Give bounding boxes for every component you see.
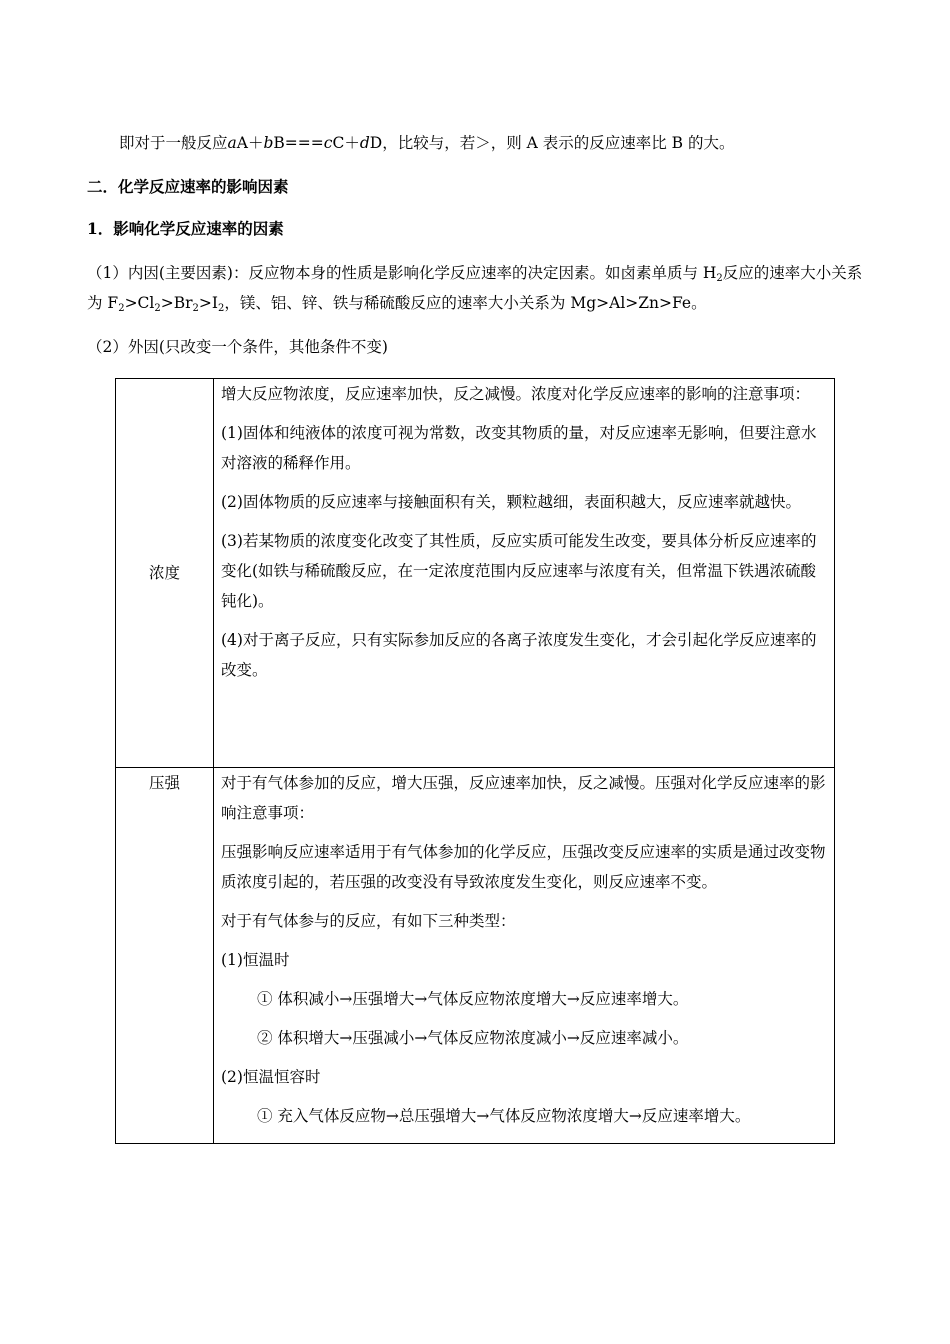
species-d: D bbox=[369, 134, 383, 152]
pressure-type-2-case-1: ① 充入气体反应物→总压强增大→气体反应物浓度增大→反应速率增大。 bbox=[257, 1107, 751, 1125]
f2-subscript: 2 bbox=[118, 303, 125, 314]
concentration-note-4: (4)对于离子反应，只有实际参加反应的各离子浓度发生变化，才会引起化学反应速率的改变。 bbox=[221, 631, 817, 679]
pressure-explanation: 压强影响反应速率适用于有气体参加的化学反应，压强改变反应速率的实质是通过改变物质浓度引起的，若压强的改变没有导致浓度发生变化，则反应速率不变。 bbox=[221, 843, 826, 891]
pressure-type-2: (2)恒温恒容时 bbox=[221, 1068, 321, 1086]
section-heading: 二．化学反应速率的影响因素 bbox=[87, 177, 289, 196]
species-b: B=== bbox=[273, 134, 324, 152]
concentration-intro: 增大反应物浓度，反应速率加快，反之减慢。浓度对化学反应速率的影响的注意事项： bbox=[221, 385, 811, 403]
coef-b: b bbox=[263, 134, 274, 152]
pressure-type-1-case-1: ① 体积减小→压强增大→气体反应物浓度增大→反应速率增大。 bbox=[257, 990, 689, 1008]
internal-text-2: 反应的速率大小关系为 F bbox=[87, 264, 863, 312]
concentration-note-3: (3)若某物质的浓度变化改变了其性质，反应实质可能发生改变，要具体分析反应速率的变化(如铁与稀硫酸反应，在一定浓度范围内反应速率与浓度有关，但常温下铁遇浓硫酸钝化)。 bbox=[221, 532, 817, 610]
h2-subscript: 2 bbox=[716, 273, 723, 284]
factor-table bbox=[115, 378, 835, 1144]
internal-text-6: ，镁、铝、锌、铁与稀硫酸反应的速率大小关系为 Mg>Al>Zn>Fe。 bbox=[224, 294, 707, 312]
internal-text-1: （1）内因(主要因素)：反应物本身的性质是影响化学反应速率的决定因素。如卤素单质与 H bbox=[87, 264, 717, 282]
coef-d: d bbox=[359, 134, 370, 152]
table-row bbox=[116, 379, 835, 768]
intro-suffix: ，比较与，若＞，则 A 表示的反应速率比 B 的大。 bbox=[382, 134, 735, 152]
concentration-note-2: (2)固体物质的反应速率与接触面积有关，颗粒越细，表面积越大，反应速率就越快。 bbox=[221, 493, 801, 511]
table-row bbox=[116, 768, 835, 1144]
species-c: C＋ bbox=[332, 134, 360, 152]
cl2-subscript: 2 bbox=[154, 303, 161, 314]
content-cell-pressure bbox=[214, 768, 835, 1144]
internal-text-5: >I bbox=[198, 294, 219, 312]
br2-subscript: 2 bbox=[192, 303, 199, 314]
label-cell-concentration: 浓度 bbox=[116, 379, 214, 768]
internal-text-3: >Cl bbox=[124, 294, 155, 312]
coef-c: c bbox=[323, 134, 333, 152]
subsection-heading: 1．影响化学反应速率的因素 bbox=[87, 219, 284, 238]
pressure-intro: 对于有气体参加的反应，增大压强，反应速率加快，反之减慢。压强对化学反应速率的影响注意事项： bbox=[221, 774, 826, 822]
internal-text-4: >Br bbox=[160, 294, 193, 312]
concentration-note-1: (1)固体和纯液体的浓度可视为常数，改变其物质的量，对反应速率无影响，但要注意水对溶液的稀释作用。 bbox=[221, 424, 817, 472]
external-factor-paragraph: （2）外因(只改变一个条件，其他条件不变) bbox=[87, 338, 388, 356]
label-cell-pressure: 压强 bbox=[116, 768, 214, 1144]
intro-prefix: 即对于一般反应 bbox=[119, 134, 228, 152]
pressure-type-1: (1)恒温时 bbox=[221, 951, 290, 969]
coef-a: a bbox=[227, 134, 237, 152]
i2-subscript: 2 bbox=[218, 303, 225, 314]
species-a: A＋ bbox=[236, 134, 264, 152]
internal-factor-paragraph bbox=[87, 258, 867, 318]
content-cell-concentration bbox=[214, 379, 835, 768]
intro-line bbox=[87, 128, 867, 158]
pressure-types-intro: 对于有气体参与的反应，有如下三种类型： bbox=[221, 912, 516, 930]
pressure-type-1-case-2: ② 体积增大→压强减小→气体反应物浓度减小→反应速率减小。 bbox=[257, 1029, 689, 1047]
